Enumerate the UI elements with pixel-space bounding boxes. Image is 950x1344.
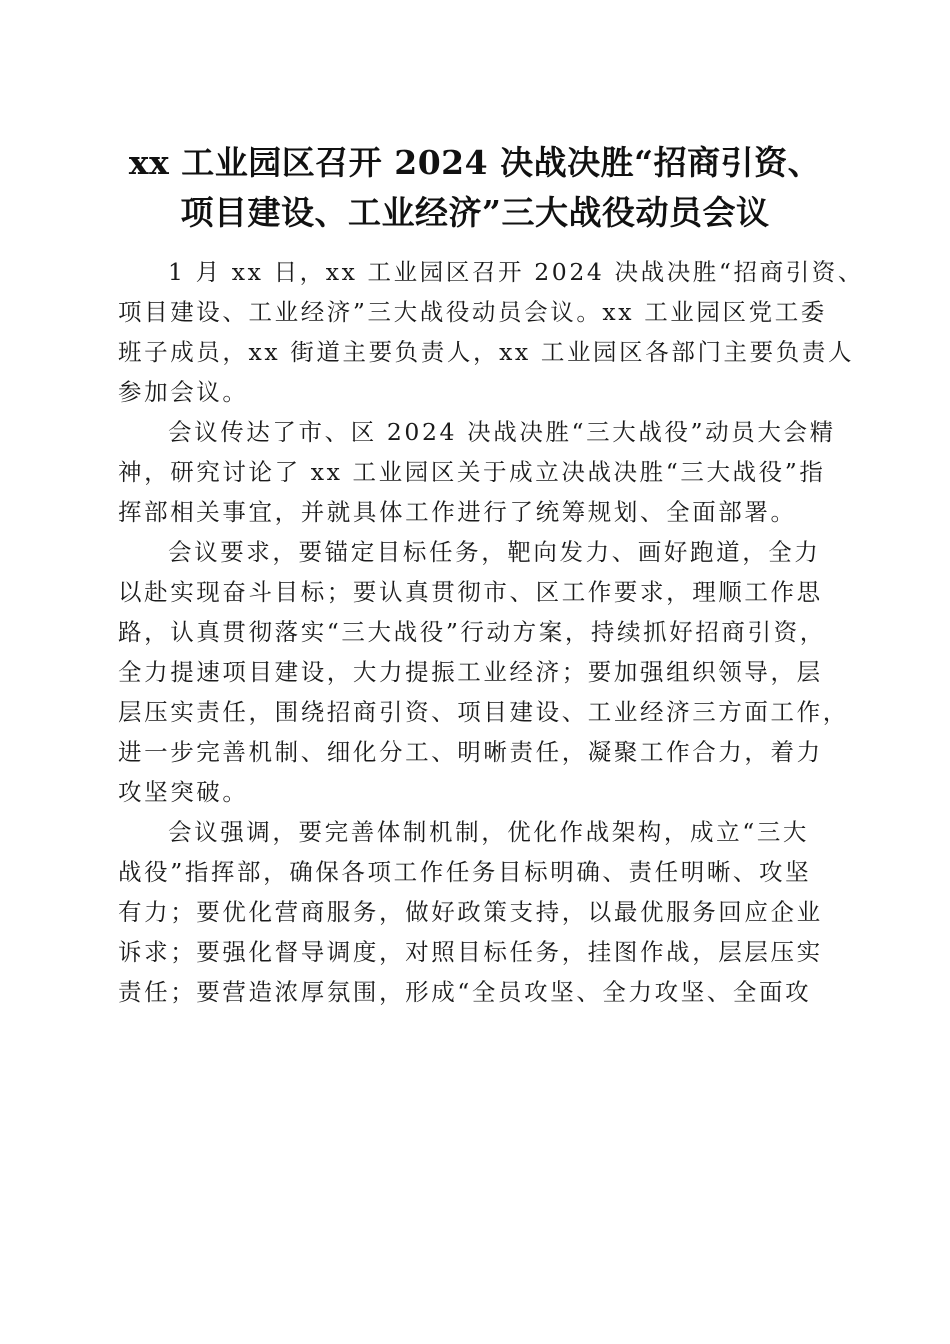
paragraph-line: 1 月 xx 日，xx 工业园区召开 2024 决战决胜“招商引资、 (168, 258, 865, 286)
paragraph-line: 路，认真贯彻落实“三大战役”行动方案，持续抓好招商引资， (118, 618, 826, 646)
paragraph-line: 全力提速项目建设，大力提振工业经济；要加强组织领导，层 (118, 658, 823, 686)
paragraph-line: 神，研究讨论了 xx 工业园区关于成立决战决胜“三大战役”指 (118, 458, 826, 486)
paragraph-line: 有力；要优化营商服务，做好政策支持，以最优服务回应企业 (118, 898, 823, 926)
paragraph-line: 项目建设、工业经济”三大战役动员会议。xx 工业园区党工委 (118, 298, 827, 326)
paragraph-1 (118, 252, 865, 412)
paragraph-3 (118, 532, 849, 812)
paragraph-line: 会议强调，要完善体制机制，优化作战架构，成立“三大 (168, 818, 810, 846)
paragraph-line: 进一步完善机制、细化分工、明晰责任，凝聚工作合力，着力 (118, 738, 823, 766)
document-body (118, 252, 865, 1012)
paragraph-line: 以赴实现奋斗目标；要认真贯彻市、区工作要求，理顺工作思 (118, 578, 823, 606)
paragraph-line: 攻坚突破。 (118, 778, 249, 806)
paragraph-line: 挥部相关事宜，并就具体工作进行了统筹规划、全面部署。 (118, 498, 797, 526)
paragraph-line: 战役”指挥部，确保各项工作任务目标明确、责任明晰、攻坚 (118, 858, 812, 886)
paragraph-line: 会议要求，要锚定目标任务，靶向发力、画好跑道，全力 (168, 538, 821, 566)
paragraph-2 (118, 412, 834, 532)
paragraph-line: 会议传达了市、区 2024 决战决胜“三大战役”动员大会精 (168, 418, 836, 446)
paragraph-line: 责任；要营造浓厚氛围，形成“全员攻坚、全力攻坚、全面攻 (118, 978, 812, 1006)
title-line-2: 项目建设、工业经济”三大战役动员会议 (180, 193, 770, 232)
paragraph-line: 参加会议。 (118, 378, 249, 406)
paragraph-line: 班子成员，xx 街道主要负责人，xx 工业园区各部门主要负责人 (118, 338, 855, 366)
paragraph-4 (118, 812, 834, 1012)
document-title (100, 138, 850, 238)
title-line-1: xx 工业园区召开 2024 决战决胜“招商引资、 (128, 143, 822, 182)
paragraph-line: 层压实责任，围绕招商引资、项目建设、工业经济三方面工作， (118, 698, 849, 726)
paragraph-line: 诉求；要强化督导调度，对照目标任务，挂图作战，层层压实 (118, 938, 823, 966)
